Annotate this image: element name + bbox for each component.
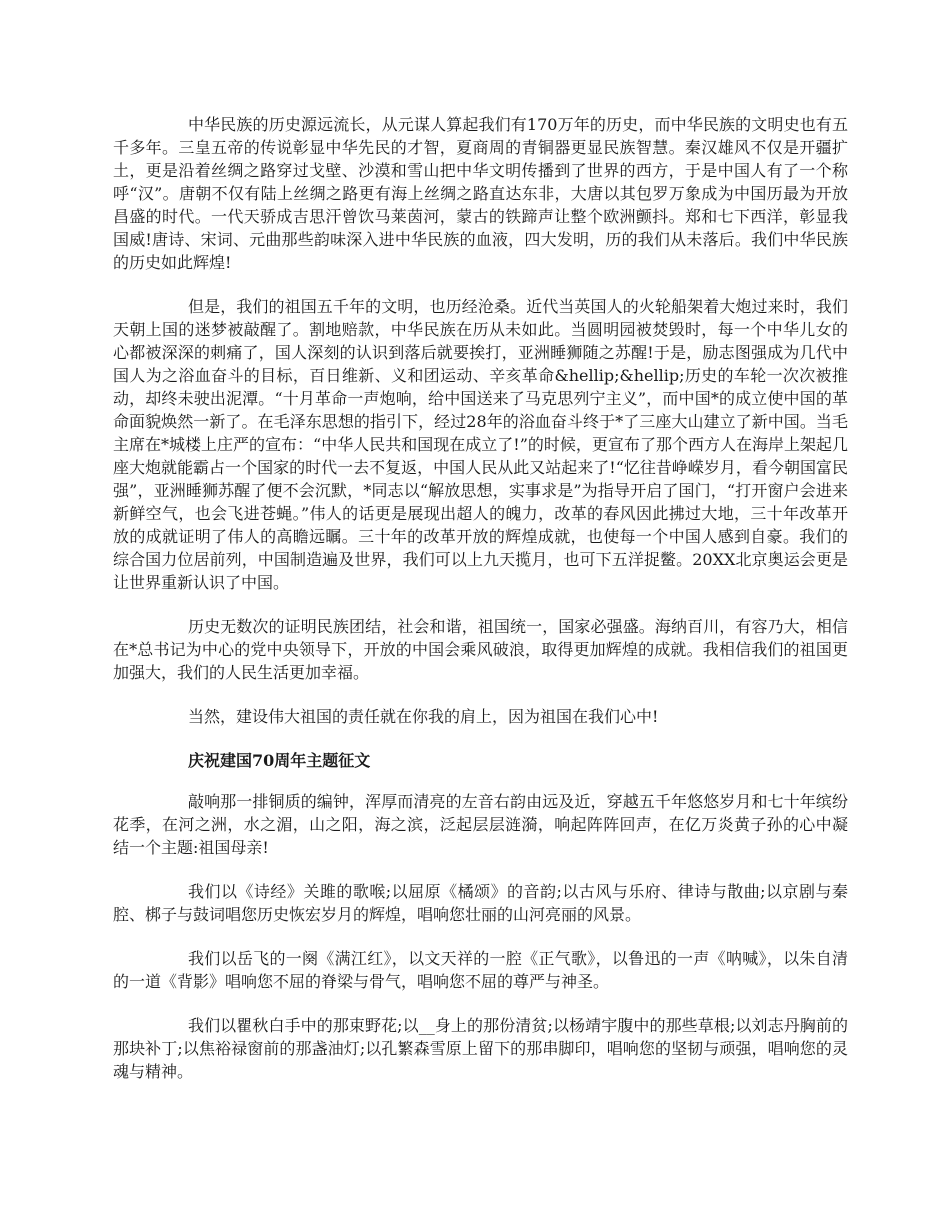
body-paragraph: 中华民族的历史源远流长，从元谋人算起我们有170万年的历史，而中华民族的文明史也有五千多年。三皇五帝的传说彰显中华先民的才智，夏商周的青铜器更显民族智慧。秦汉雄风不仅是开疆扩土，更是沿着丝绸之路穿过戈壁、沙漠和雪山把中华文明传播到了世界的西方，于是中国人有了一个称呼“汉”。唐朝不仅有陆上丝绸之路更有海上丝绸之路直达东非，大唐以其包罗万象成为中国历最为开放昌盛的时代。一代天骄成吉思汗曾饮马莱茵河，蒙古的铁蹄声让整个欧洲颤抖。郑和七下西洋，彰显我国威!唐诗、宋词、元曲那些韵味深入进中华民族的血液，四大发明，历的我们从未落后。我们中华民族的历史如此辉煌! bbox=[113, 115, 848, 272]
body-paragraph: 当然，建设伟大祖国的责任就在你我的肩上，因为祖国在我们心中! bbox=[188, 707, 659, 726]
section-heading: 庆祝建国70周年主题征文 bbox=[188, 751, 371, 770]
document-page bbox=[113, 113, 848, 1104]
body-paragraph: 我们以岳飞的一阕《满江红》，以文天祥的一腔《正气歌》，以鲁迅的一声《呐喊》，以朱自清的一道《背影》唱响您不屈的脊梁与骨气，唱响您不屈的尊严与神圣。 bbox=[113, 949, 848, 991]
body-paragraph: 但是，我们的祖国五千年的文明，也历经沧桑。近代当英国人的火轮船架着大炮过来时，我们天朝上国的迷梦被敲醒了。割地赔款，中华民族在历从未如此。当圆明园被焚毁时，每一个中华儿女的心都被深深的刺痛了，国人深刻的认识到落后就要挨打，亚洲睡狮随之苏醒!于是，励志图强成为几代中国人为之浴血奋斗的目标，百日维新、义和团运动、辛亥革命&hellip;&hellip;历史的车轮一次次被推动，却终未驶出泥潭。“十月革命一声炮响，给中国送来了马克思列宁主义”，而中国*的成立使中国的革命面貌焕然一新了。在毛泽东思想的指引下，经过28年的浴血奋斗终于*了三座大山建立了新中国。当毛主席在*城楼上庄严的宣布：“中华人民共和国现在成立了!”的时候，更宣布了那个西方人在海岸上架起几座大炮就能霸占一个国家的时代一去不复返，中国人民从此又站起来了!“忆往昔峥嵘岁月，看今朝国富民强”，亚洲睡狮苏醒了便不会沉默，*同志以“解放思想，实事求是”为指导开启了国门，“打开窗户会进来新鲜空气，也会飞进苍蝇。”伟人的话更是展现出超人的魄力，改革的春风因此拂过大地，三十年改革开放的成就证明了伟人的高瞻远瞩。三十年的改革开放的辉煌成就，也使每一个中国人感到自豪。我们的综合国力位居前列，中国制造遍及世界，我们可以上九天揽月，也可下五洋捉鳖。20XX北京奥运会更是让世界重新认识了中国。 bbox=[113, 297, 848, 592]
body-paragraph: 敲响那一排铜质的编钟，浑厚而清亮的左音右韵由远及近，穿越五千年悠悠岁月和七十年缤纷花季，在河之洲，水之湄，山之阳，海之滨，泛起层层涟漪，响起阵阵回声，在亿万炎黄子孙的心中凝结一个主题:祖国母亲! bbox=[113, 792, 848, 857]
body-paragraph: 我们以《诗经》关雎的歌喉;以屈原《橘颂》的音韵;以古风与乐府、律诗与散曲;以京剧与秦腔、梆子与鼓词唱您历史恢宏岁月的辉煌，唱响您壮丽的山河亮丽的风景。 bbox=[113, 882, 848, 924]
body-paragraph: 我们以瞿秋白手中的那束野花;以__身上的那份清贫;以杨靖宇腹中的那些草根;以刘志丹胸前的那块补丁;以焦裕禄窗前的那盏油灯;以孔繁森雪原上留下的那串脚印，唱响您的坚韧与顽强，唱响您的灵魂与精神。 bbox=[113, 1016, 848, 1081]
body-paragraph: 历史无数次的证明民族团结，社会和谐，祖国统一，国家必强盛。海纳百川，有容乃大，相信在*总书记为中心的党中央领导下，开放的中国会乘风破浪，取得更加辉煌的成就。我相信我们的祖国更加强大，我们的人民生活更加幸福。 bbox=[113, 617, 848, 682]
